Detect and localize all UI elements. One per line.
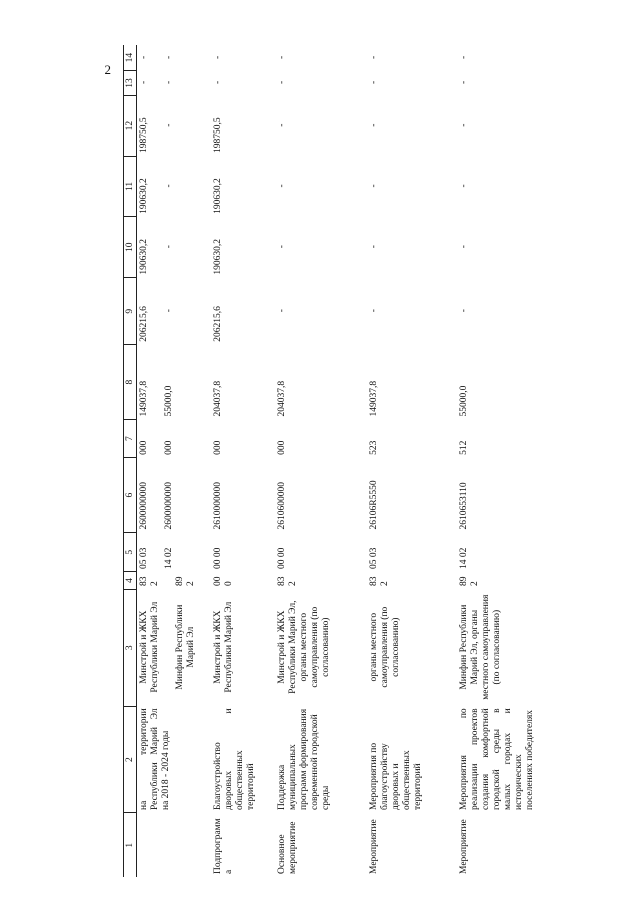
amount-cell: -	[277, 55, 287, 59]
code-cell	[137, 572, 212, 589]
amount-cell: -	[459, 80, 469, 85]
column-header: 6	[124, 458, 137, 533]
code-cell: 00 00	[277, 547, 287, 569]
amount-cell: -	[277, 309, 287, 313]
grbs-code: 832	[139, 576, 160, 587]
responsible-text: Минстрой и ЖКХ Республики Марий Эл	[139, 601, 160, 693]
section-code: 14 02	[163, 547, 174, 569]
responsible-cell: Минфин Республики Марий Эл, органы местного самоуправления (по согласованию)	[459, 594, 502, 700]
amount-cell: -	[369, 80, 379, 85]
code-cell: 832	[277, 576, 298, 587]
amount-cell: 190630,2	[213, 178, 223, 214]
amount-cell	[137, 45, 212, 71]
amount-cell	[137, 217, 212, 278]
amount-cell: -	[459, 55, 469, 59]
column-header: 3	[124, 589, 137, 706]
page-number: 2	[104, 62, 111, 77]
amount-value: 190630,2	[139, 238, 149, 275]
responsible-text: Минфин Республики Марий Эл	[174, 604, 196, 690]
amount-cell	[137, 345, 212, 420]
amount-value: -	[163, 55, 174, 59]
amount-value: 198750,5	[139, 117, 149, 154]
code-cell: 05 03	[369, 547, 379, 569]
budget-table	[123, 45, 581, 877]
amount-value: -	[163, 80, 174, 85]
row-type-cell: Мероприятие	[369, 819, 379, 874]
table-row	[211, 45, 275, 877]
amount-cell: -	[369, 55, 379, 59]
amount-cell: -	[277, 80, 287, 85]
target-code: 2600000000	[163, 482, 174, 530]
amount-value: -	[163, 245, 174, 249]
amount-cell	[137, 156, 212, 217]
amount-cell: -	[459, 245, 469, 249]
amount-cell: -	[459, 184, 469, 188]
amount-cell: -	[369, 184, 379, 188]
column-header: 10	[124, 217, 137, 278]
expense-code: 000	[139, 440, 149, 455]
amount-value: -	[163, 184, 174, 188]
amount-cell: 55000,0	[459, 385, 469, 417]
amount-cell: -	[369, 309, 379, 313]
amount-value: -	[163, 309, 174, 313]
column-header: 9	[124, 278, 137, 345]
amount-cell: -	[277, 184, 287, 188]
amount-cell: 198750,5	[213, 117, 223, 154]
code-cell	[137, 458, 212, 533]
program-name-cell: Мероприятия по благоустройству дворовых и общественных территорий	[369, 742, 423, 810]
code-cell	[137, 419, 212, 457]
responsible-cell	[137, 589, 212, 706]
program-name-cell: на территории Республики Марий Эл на 2018 - 2024 годы	[139, 708, 171, 810]
code-cell: 000	[213, 440, 223, 455]
amount-value: 149037,8	[139, 380, 149, 417]
responsible-cell: Минстрой и ЖКХ Республики Марий Эл, органы местного самоуправления (по согласованию)	[277, 600, 331, 694]
code-cell: 00 00	[213, 547, 223, 569]
column-header: 8	[124, 345, 137, 420]
column-header: 4	[124, 572, 137, 589]
amount-cell: 204037,8	[213, 380, 223, 417]
program-name-cell: Поддержка муниципальных программ формирования современной городской среды	[277, 708, 331, 810]
amount-value: -	[139, 80, 149, 85]
amount-cell: -	[369, 245, 379, 249]
column-header: 13	[124, 71, 137, 96]
program-name-cell: Благоустройство дворовых и общественных территорий	[213, 708, 256, 810]
amount-cell: -	[459, 309, 469, 313]
row-type-cell: Подпрограмма	[213, 818, 234, 874]
code-cell: 832	[369, 576, 390, 587]
amount-cell: -	[277, 123, 287, 127]
row-type-cell: Мероприятие	[459, 819, 469, 874]
amount-value: -	[163, 123, 174, 127]
responsible-cell: органы местного самоуправления (по согласованию)	[369, 606, 401, 688]
amount-cell: -	[213, 55, 223, 59]
code-cell: 14 02	[459, 547, 469, 569]
header-row	[124, 45, 137, 877]
code-cell: 000	[213, 576, 234, 587]
amount-cell: -	[459, 123, 469, 127]
column-header: 12	[124, 95, 137, 156]
amount-cell: 190630,2	[213, 238, 223, 275]
amount-cell: -	[277, 245, 287, 249]
code-cell: 892	[459, 576, 480, 587]
amount-cell: -	[369, 123, 379, 127]
table-row	[457, 45, 581, 877]
responsible-cell: Минстрой и ЖКХ Республики Марий Эл	[213, 601, 234, 693]
row-type-cell	[137, 813, 212, 877]
column-header: 1	[124, 813, 137, 877]
program-name-cell: Мероприятия по реализации проектов создания комфортной городской среды в малых городах и исторических поселениях победителях	[459, 708, 535, 810]
amount-value: 190630,2	[139, 178, 149, 214]
amount-cell: 204037,8	[277, 380, 287, 417]
amount-cell	[137, 71, 212, 96]
column-header: 11	[124, 156, 137, 217]
code-cell: 2610600000	[277, 482, 287, 530]
amount-cell: 149037,8	[369, 380, 379, 417]
table-row	[137, 45, 212, 877]
code-cell: 523	[369, 440, 379, 455]
amount-cell	[137, 278, 212, 345]
amount-cell	[137, 95, 212, 156]
code-cell: 2610000000	[213, 482, 223, 530]
amount-cell: 206215,6	[213, 306, 223, 342]
column-header: 2	[124, 706, 137, 813]
amount-value: -	[139, 55, 149, 59]
expense-code: 000	[163, 440, 174, 455]
table-row	[275, 45, 367, 877]
amount-value: 206215,6	[139, 306, 149, 342]
code-cell	[137, 533, 212, 572]
table-row	[367, 45, 457, 877]
code-cell: 2610653110	[459, 482, 469, 530]
row-type-cell: Основное мероприятие	[277, 821, 298, 874]
amount-cell: -	[213, 80, 223, 85]
target-code: 2600000000	[139, 482, 149, 530]
code-cell: 000	[277, 440, 287, 455]
code-cell: 26106R5550	[369, 480, 379, 530]
column-header: 7	[124, 419, 137, 457]
amount-value: 55000,0	[163, 385, 174, 417]
code-cell: 512	[459, 440, 469, 455]
column-header: 14	[124, 45, 137, 71]
section-code: 05 03	[139, 547, 149, 569]
rotated-table-container	[123, 45, 631, 877]
grbs-code: 892	[174, 576, 196, 587]
column-header: 5	[124, 533, 137, 572]
